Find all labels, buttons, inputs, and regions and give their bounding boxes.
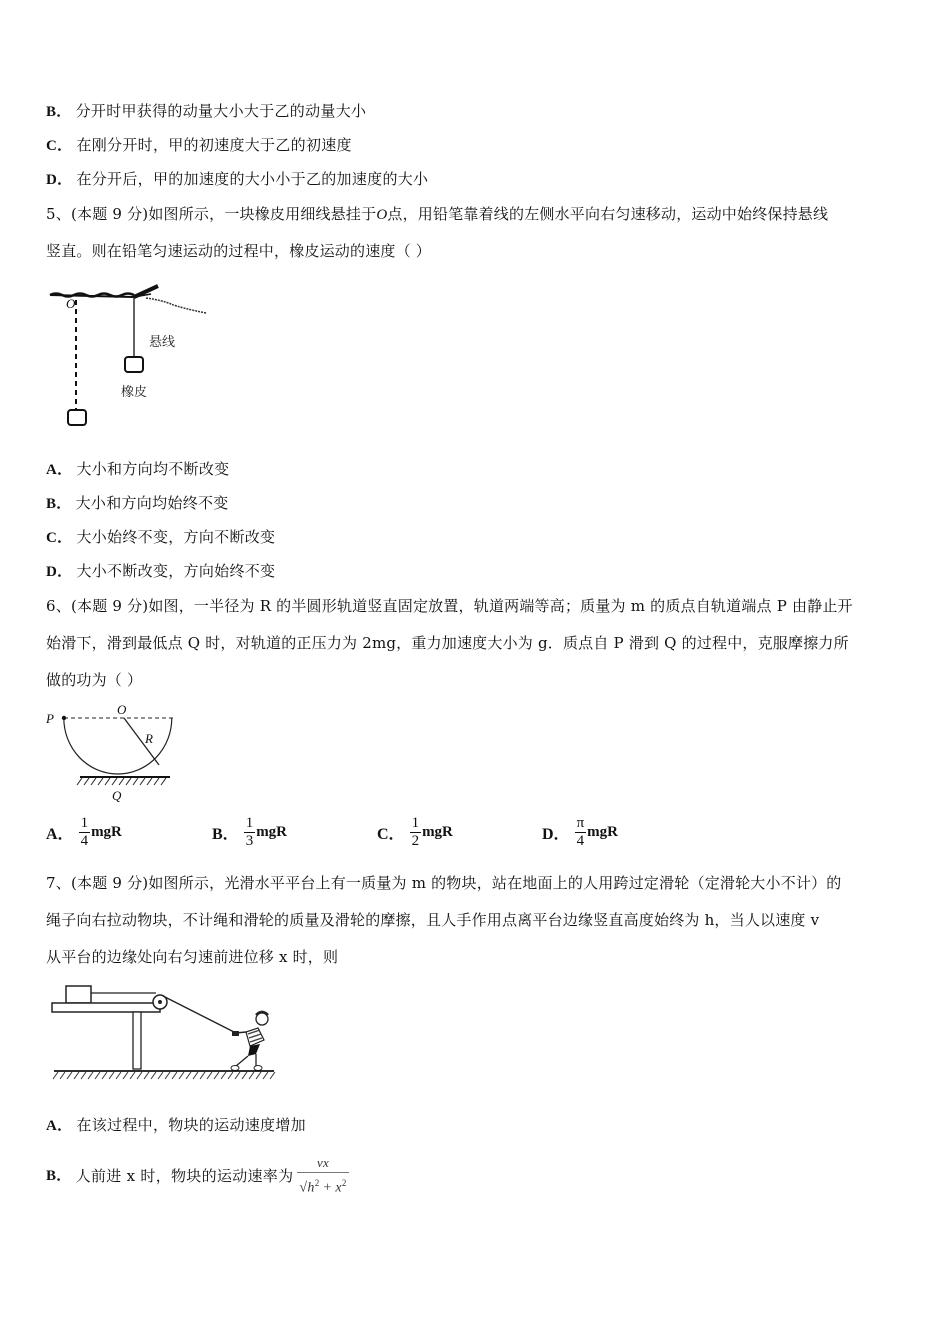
block bbox=[66, 986, 91, 1003]
label-r: R bbox=[145, 731, 153, 746]
option-letter: D． bbox=[542, 825, 570, 843]
prev-option-b bbox=[46, 101, 366, 122]
q5-option-a[interactable] bbox=[46, 459, 229, 480]
q5-option-b[interactable] bbox=[46, 493, 229, 514]
fraction bbox=[575, 815, 587, 850]
option-text: 大小和方向均始终不变 bbox=[75, 494, 229, 512]
q6-stem-line3: 做的功为（ ） bbox=[46, 671, 143, 689]
option-text: 大小不断改变，方向始终不变 bbox=[76, 562, 276, 580]
q5-stem-line2: 竖直。则在铅笔匀速运动的过程中，橡皮运动的速度（ ） bbox=[46, 242, 431, 260]
q6-stem-line2: 始滑下，滑到最低点 Q 时，对轨道的正压力为 2mg，重力加速度大小为 g．质点自 P 滑到 Q 的过程中，克服摩擦力所 bbox=[46, 634, 849, 652]
option-suffix: mgR bbox=[587, 823, 618, 840]
q6-option-b[interactable] bbox=[212, 812, 287, 852]
fraction-denominator: 2 bbox=[411, 832, 420, 849]
label-eraser: 橡皮 bbox=[121, 385, 148, 400]
option-text: 大小和方向均不断改变 bbox=[76, 460, 230, 478]
fraction-numerator: 1 bbox=[411, 814, 420, 831]
option-text: 在刚分开时，甲的初速度大于乙的初速度 bbox=[76, 136, 352, 154]
option-text: 人前进 x 时，物块的运动速率为 bbox=[75, 1167, 294, 1185]
option-letter: C． bbox=[377, 825, 405, 843]
q6-figure-semicircle-track bbox=[44, 700, 174, 808]
label-p: P bbox=[46, 711, 54, 726]
q5-stem-text: 5、(本题 9 分)如图所示，一块橡皮用细线悬挂于 bbox=[46, 205, 377, 223]
option-text: 分开时甲获得的动量大小大于乙的动量大小 bbox=[75, 102, 367, 120]
q6-option-d[interactable] bbox=[542, 812, 618, 852]
option-letter: B． bbox=[46, 104, 72, 120]
option-letter: B． bbox=[212, 825, 239, 843]
option-letter: A． bbox=[46, 825, 74, 843]
fraction-denominator: 4 bbox=[80, 832, 89, 849]
fraction-denominator: 3 bbox=[245, 832, 254, 849]
speed-formula bbox=[297, 1154, 348, 1199]
q7-option-a[interactable] bbox=[46, 1115, 306, 1136]
option-letter: D． bbox=[46, 172, 73, 188]
option-letter: C． bbox=[46, 138, 73, 154]
option-suffix: mgR bbox=[91, 823, 122, 840]
option-letter: C． bbox=[46, 530, 73, 546]
fraction bbox=[410, 815, 422, 850]
option-letter: D． bbox=[46, 564, 73, 580]
q6-option-c[interactable] bbox=[377, 812, 453, 852]
prev-option-d bbox=[46, 169, 428, 190]
label-thread: 悬线 bbox=[149, 335, 176, 350]
option-letter: B． bbox=[46, 496, 72, 512]
option-text: 在该过程中，物块的运动速度增加 bbox=[76, 1116, 306, 1134]
option-text: 大小始终不变，方向不断改变 bbox=[76, 528, 276, 546]
formula-h: h bbox=[307, 1180, 315, 1196]
q7-figure-pulley-platform bbox=[50, 982, 280, 1082]
formula-exp-h: 2 bbox=[314, 1177, 320, 1188]
formula-x: x bbox=[335, 1180, 342, 1196]
q7-stem-line3: 从平台的边缘处向右匀速前进位移 x 时，则 bbox=[46, 948, 339, 966]
q5-figure-eraser-pendulum bbox=[46, 280, 216, 435]
formula-denominator bbox=[297, 1172, 348, 1199]
option-suffix: mgR bbox=[422, 823, 453, 840]
q6-stem-line1: 6、(本题 9 分)如图，一半径为 R 的半圆形轨道竖直固定放置，轨道两端等高；质量为 m 的质点自轨道端点 P 由静止开 bbox=[46, 597, 853, 615]
q7-stem-line1: 7、(本题 9 分)如图所示，光滑水平平台上有一质量为 m 的物块，站在地面上的人用跨过定滑轮（定滑轮大小不计）的 bbox=[46, 874, 842, 892]
option-letter: B． bbox=[46, 1168, 72, 1184]
q6-option-a[interactable] bbox=[46, 812, 122, 852]
q5-option-c[interactable] bbox=[46, 527, 275, 548]
q5-stem-point: O bbox=[376, 207, 388, 223]
formula-plus: + bbox=[323, 1180, 332, 1196]
formula-exp-x: 2 bbox=[341, 1177, 347, 1188]
fraction bbox=[79, 815, 91, 850]
label-q: Q bbox=[112, 788, 122, 803]
label-o: O bbox=[117, 702, 127, 717]
q5-stem-line1 bbox=[46, 204, 828, 225]
q7-option-b[interactable] bbox=[46, 1152, 349, 1200]
option-suffix: mgR bbox=[256, 823, 288, 840]
label-o: O bbox=[66, 296, 76, 311]
option-text: 在分开后，甲的加速度的大小小于乙的加速度的大小 bbox=[76, 170, 429, 188]
prev-option-c bbox=[46, 135, 352, 156]
formula-numerator: vx bbox=[316, 1154, 330, 1170]
option-letter: A． bbox=[46, 1118, 73, 1134]
q7-stem-line2: 绳子向右拉动物块，不计绳和滑轮的质量及滑轮的摩擦，且人手作用点离平台边缘竖直高度始终为 h，当人以速度 v bbox=[46, 911, 820, 929]
fraction-numerator: π bbox=[576, 814, 585, 831]
fraction-numerator: 1 bbox=[80, 814, 89, 831]
q5-option-d[interactable] bbox=[46, 561, 275, 582]
option-letter: A． bbox=[46, 462, 73, 478]
fraction bbox=[244, 815, 256, 850]
sqrt-symbol: √ bbox=[299, 1180, 308, 1196]
fraction-numerator: 1 bbox=[245, 814, 254, 831]
fraction-denominator: 4 bbox=[575, 832, 587, 850]
q5-stem-text-rest: 点，用铅笔靠着线的左侧水平向右匀速移动，运动中始终保持悬线 bbox=[387, 205, 829, 223]
